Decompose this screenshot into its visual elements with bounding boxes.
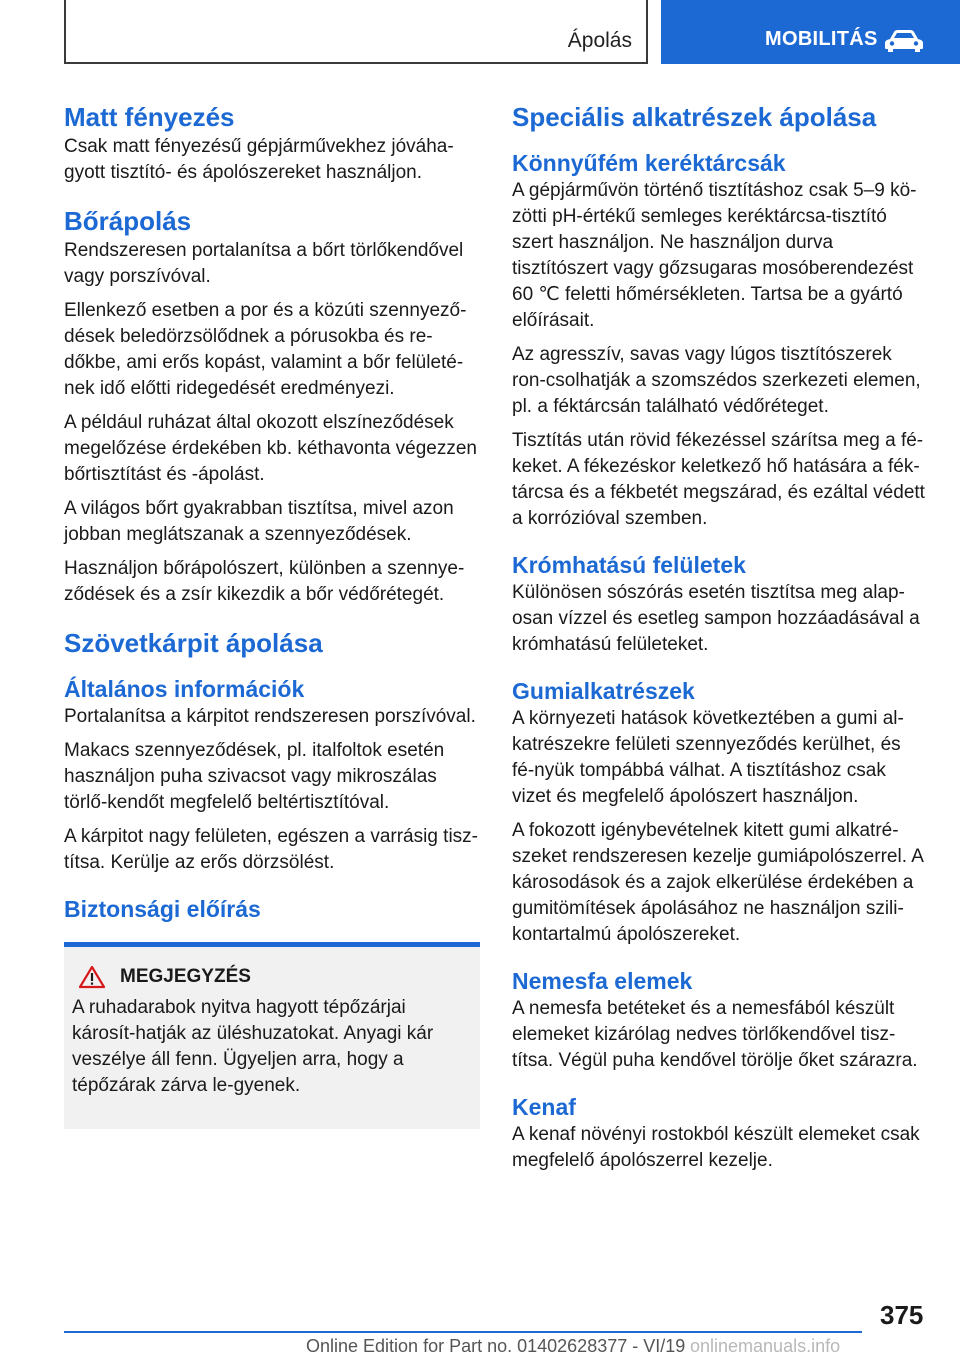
footer-edition: Online Edition for Part no. 01402628377 - VI/19: [306, 1336, 686, 1356]
paragraph: Csak matt fényezésű gépjárművekhez jóváha-gyott tisztító- és ápolószereket használjon.: [64, 136, 454, 183]
heading-kenaf: Kenaf: [512, 1094, 576, 1120]
footer-rule: [64, 1331, 862, 1333]
heading-altalanos-informaciok: Általános információk: [64, 676, 305, 702]
heading-nemesfa-elemek: Nemesfa elemek: [512, 968, 693, 994]
note-text: A ruhadarabok nyitva hagyott tépőzárjai károsít-hatják az üléshuzatokat. Anyagi kár veszélye áll fenn. Ügyeljen arra, hogy a tépőzárak zárva le-gyenek.: [72, 997, 434, 1096]
heading-szovetkarpit: Szövetkárpit ápolása: [64, 628, 323, 658]
header-section-title: Ápolás: [567, 29, 632, 52]
paragraph: A kenaf növényi rostokból készült elemeket csak megfelelő ápolószerrel kezelje.: [512, 1124, 920, 1171]
paragraph: A például ruházat által okozott elszíneződések megelőzése érdekében kb. kéthavonta végezzen bőrtisztítást és -ápolást.: [64, 412, 477, 485]
footer-watermark: onlinemanuals.info: [690, 1336, 841, 1356]
paragraph: Ellenkező esetben a por és a közúti szennyező-dések beledörzsölődnek a pórusokba és re-dőkbe, ami erős kopást, valamint a bőr felületé-nek idő előtti ridegedését eredményezi.: [64, 300, 467, 399]
paragraph: A gépjárművön történő tisztításhoz csak 5–9 kö-zötti pH-értékű semleges keréktárcsa-tisztító szert használjon. Ne használjon durva tisztítószert vagy gőzsugaras mosóberendezést 60 ℃ feletti hőmérsékleten. Tartsa be a gyártó előírásait.: [512, 180, 917, 331]
heading-matt-fenyezes: Matt fényezés: [64, 102, 235, 132]
heading-konnyufem-kereketarcsak: Könnyűfém keréktárcsák: [512, 150, 786, 176]
paragraph: Rendszeresen portalanítsa a bőrt törlőkendővel vagy porszívóval.: [64, 240, 464, 287]
note-box: [64, 947, 480, 1129]
heading-kromhatasu-feluletek: Krómhatású felületek: [512, 552, 746, 578]
paragraph: A kárpitot nagy felületen, egészen a varrásig tisz-títsa. Kerülje az erős dörzsölést.: [64, 826, 479, 873]
header-chapter-tab[interactable]: [661, 0, 960, 64]
paragraph: A világos bőrt gyakrabban tisztítsa, mivel azon jobban meglátszanak a szennyeződések.: [64, 498, 454, 545]
header-section-box: [64, 0, 648, 64]
paragraph: Makacs szennyeződések, pl. italfoltok esetén használjon puha szivacsot vagy mikroszálas törlő-kendőt megfelelő beltértisztítóval.: [64, 740, 445, 813]
paragraph: Különösen sószórás esetén tisztítsa meg alap-osan vízzel és esetleg sampon hozzáadásával a krómhatású felületeket.: [512, 582, 920, 655]
paragraph: A nemesfa betéteket és a nemesfából készült elemeket kizárólag nedves törlőkendővel tisz-títsa. Végül puha kendővel törölje őket szárazra.: [512, 998, 918, 1071]
paragraph: A környezeti hatások következtében a gumi al-katrészekre felületi szennyeződés kerülhet, és fé-nyük tompábbá válhat. A tisztításhoz csak vizet és megfelelő ápolószert használjon.: [512, 708, 904, 807]
car-icon: [884, 28, 924, 54]
paragraph: Tisztítás után rövid fékezéssel szárítsa meg a fé-keket. A fékezéskor keletkező hő hatására a fék-tárcsa és a fékbetét megszárad, és ezáltal védett a korrózióval szemben.: [512, 430, 925, 529]
note-title: MEGJEGYZÉS: [120, 966, 251, 987]
heading-gumialkatreszek: Gumialkatrészek: [512, 678, 695, 704]
left-column: [64, 100, 480, 1129]
page-number: 375: [880, 1300, 924, 1330]
right-column: [512, 100, 928, 1174]
paragraph: A fokozott igénybevételnek kitett gumi alkatré-szeket rendszeresen kezelje gumiápolószerrel. A károsodások és a zajok elkerülése érdekében a gumitömítések ápolásához ne használjon szili-kontartalmú ápolószereket.: [512, 820, 923, 945]
warning-triangle-icon: [78, 965, 106, 989]
heading-specialis-alkatreszek: Speciális alkatrészek ápolása: [512, 102, 877, 132]
header-chapter-title: MOBILITÁS: [765, 28, 878, 50]
heading-borapolas: Bőrápolás: [64, 206, 192, 236]
heading-biztonsagi-eloiras: Biztonsági előírás: [64, 896, 261, 922]
paragraph: Használjon bőrápolószert, különben a szennye-ződések és a zsír kikezdik a bőr védőrétegét.: [64, 558, 465, 605]
paragraph: Az agresszív, savas vagy lúgos tisztítószerek ron-csolhatják a szomszédos szerkezeti elemen, pl. a féktárcsán található védőréteget.: [512, 344, 921, 417]
paragraph: Portalanítsa a kárpitot rendszeresen porszívóval.: [64, 706, 476, 727]
